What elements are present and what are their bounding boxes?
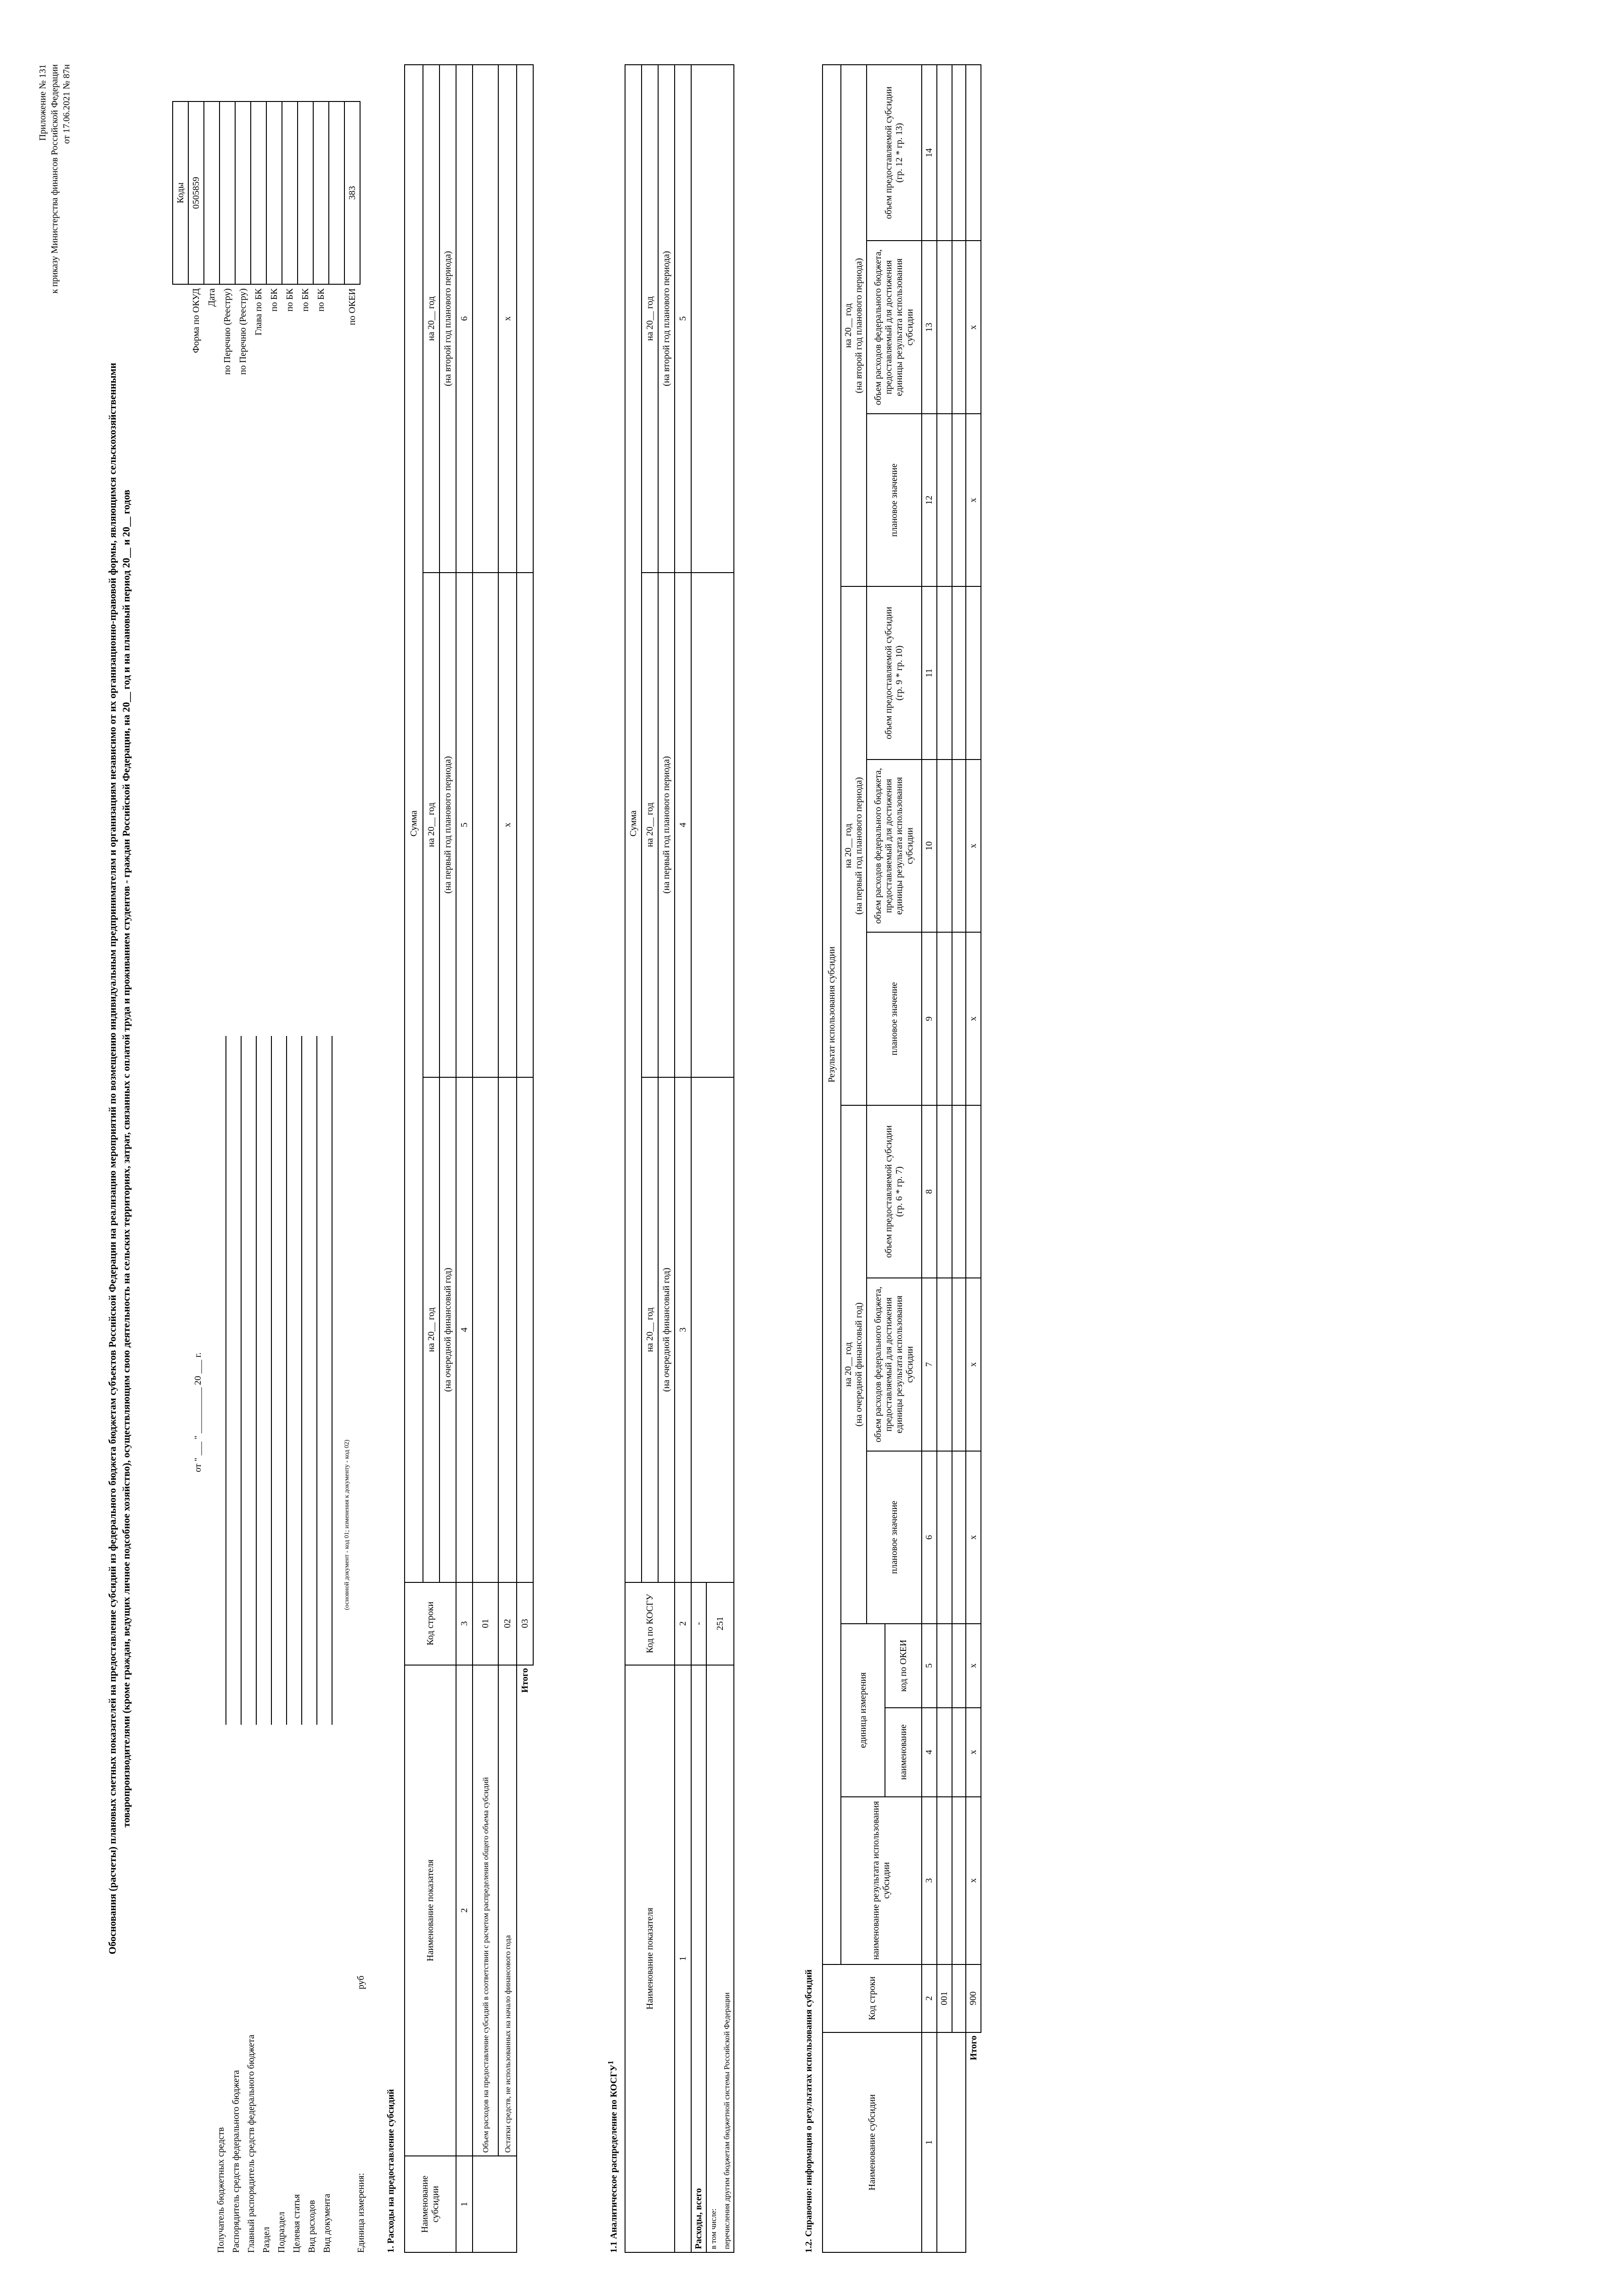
table-row <box>498 65 517 2252</box>
s12-cell[interactable] <box>952 1797 966 1964</box>
title-line: Обоснования (расчеты) плановых сметных показателей на предоставление субсидий из федерального бюджета бюджетам субъектов Российской Федерации на реализацию мероприятий по возмещению индивидуальным предпринимателям и организациям независимо от их организационно-правовой формы, являющимся сельскохозяйственными <box>107 363 118 1954</box>
s11-row-y2[interactable] <box>691 573 734 1078</box>
section12-title: 1.2. Справочно: информация о результатах использования субсидий <box>804 1970 814 2253</box>
s12-cell[interactable] <box>937 1708 952 1797</box>
s12-x-cell: x <box>966 1624 981 1708</box>
s11-row-name: в том числе: <box>706 1665 720 2252</box>
s12-h-cost: объем расходов федерального бюджета, предоставляемый для достижения единицы результата использования субсидии <box>867 1278 922 1451</box>
s11-row-name: Расходы, всего <box>691 1665 706 2252</box>
s11-row-name: перечисления другим бюджетам бюджетной системы Российской Федерации <box>720 1665 734 2252</box>
code-label: Дата <box>206 288 217 307</box>
unit-label: Единица измерения: <box>356 2173 366 2253</box>
s12-h-result: Результат использования субсидии <box>823 65 841 1964</box>
meta-field-line[interactable] <box>245 1036 257 1725</box>
s12-h-vol: объем предоставляемой субсидии (гр. 12 * гр. 13) <box>867 65 922 241</box>
code-value[interactable] <box>251 101 266 284</box>
code-value[interactable] <box>220 101 235 284</box>
unit-line <box>356 1975 366 2253</box>
s12-cell[interactable] <box>952 241 966 413</box>
s12-h-plan: плановое значение <box>867 1451 922 1624</box>
s12-total-label: Итого <box>968 2035 979 2060</box>
s12-cell[interactable] <box>952 1708 966 1797</box>
s11-h-y1b: (на очередной финансовый год) <box>658 1077 675 1582</box>
meta-field-line[interactable] <box>305 1036 317 1725</box>
meta-field-line[interactable] <box>290 1036 302 1725</box>
total-row <box>517 65 533 2252</box>
s11-h-y2: на 20__ год <box>642 573 658 1078</box>
s12-cell[interactable] <box>952 1624 966 1708</box>
date-line: от " ___ " __________ 20 ___ г. <box>193 1352 203 1472</box>
code-label <box>329 284 344 439</box>
table-row <box>952 65 966 2252</box>
s12-x-cell: x <box>966 1797 981 1964</box>
s12-x-cell: x <box>966 1451 981 1624</box>
s11-col-num: 5 <box>675 65 691 573</box>
s11-h-y2b: (на первый год планового периода) <box>658 573 675 1078</box>
s12-h-unit-okei: код по ОКЕИ <box>885 1624 922 1708</box>
s1-col-num: 1 <box>456 2156 473 2252</box>
s11-col-num: 1 <box>675 1665 691 2252</box>
s12-col-num: 10 <box>922 760 937 932</box>
code-label: по БК <box>300 288 310 312</box>
s1-total-y3[interactable] <box>517 65 533 573</box>
s11-h-sum: Сумма <box>625 65 642 1582</box>
s1-h-sum: Сумма <box>405 65 423 1582</box>
form-title <box>106 64 133 2253</box>
s1-h-y3b: (на второй год планового периода) <box>440 65 456 573</box>
s12-x-cell: x <box>966 414 981 586</box>
title-line: товаропроизводителями (кроме граждан, ведущих личное подсобное хозяйство), осуществляющим свою деятельность на сельских территориях, затрат, связанных с оплатой труда и проживанием студентов - граждан Российской Федерации, на 20__ год и на плановый период 20__ и 20__ годов <box>120 490 132 1828</box>
s12-h-unit-name: наименование <box>885 1708 922 1797</box>
doc-hint: (основной документ - код 01; изменения к документу - код 02) <box>344 1440 350 1610</box>
s12-col-num: 1 <box>922 2032 937 2252</box>
code-label: по БК <box>284 288 295 312</box>
section1-title: 1. Расходы на предоставление субсидий <box>386 2089 396 2253</box>
s11-h-indicator: Наименование показателя <box>625 1665 675 2252</box>
s12-col-num: 4 <box>922 1708 937 1797</box>
code-label: Форма по ОКУД <box>191 288 201 353</box>
s1-row-name: Остатки средств, не использованных на начало финансового года <box>498 1665 517 2156</box>
appendix-line: к приказу Министерства финансов Российской Федерации <box>50 64 60 294</box>
s12-h-vol: объем предоставляемой субсидии (гр. 9 * гр. 10) <box>867 586 922 759</box>
meta-label: Целевая статья <box>292 2194 302 2253</box>
s12-cell[interactable] <box>937 1624 952 1708</box>
code-label: по БК <box>269 288 279 312</box>
s1-row-y2: x <box>498 573 517 1078</box>
s1-row-y2[interactable] <box>473 573 498 1078</box>
s12-total-cell[interactable] <box>966 1105 981 1278</box>
s12-h-cost: объем расходов федерального бюджета, предоставляемый для достижения единицы результата использования субсидии <box>867 241 922 413</box>
code-value[interactable] <box>235 101 251 284</box>
s12-cell[interactable] <box>952 414 966 586</box>
s1-row-name: Объем расходов на предоставление субсидий в соответствии с расчетом распределения общего объема субсидий <box>473 1665 498 2156</box>
s12-col-num: 3 <box>922 1797 937 1964</box>
code-value: 0505859 <box>188 101 204 284</box>
meta-label: Главный распорядитель средств федерального бюджета <box>246 2035 256 2253</box>
s1-row-code: 01 <box>473 1582 498 1665</box>
s12-h-y1: на 20__ год (на очередной финансовый год) <box>841 1105 867 1624</box>
s12-x-cell: x <box>966 760 981 932</box>
s11-h-y1: на 20__ год <box>642 1077 658 1582</box>
codes-table <box>172 101 361 439</box>
s12-col-num: 2 <box>922 1964 937 2032</box>
s1-h-y1b: (на очередной финансовый год) <box>440 1077 456 1582</box>
s12-cell[interactable] <box>937 586 952 759</box>
form-meta <box>175 554 366 2253</box>
s1-col-num: 6 <box>456 65 473 573</box>
meta-label: Подраздел <box>276 2212 287 2253</box>
meta-label: Получатель бюджетных средств <box>216 2127 226 2253</box>
meta-field-line[interactable] <box>230 1036 242 1725</box>
s11-h-y3: на 20__ год <box>642 65 658 573</box>
table-row <box>937 65 952 2252</box>
meta-field-line[interactable] <box>214 1036 226 1725</box>
s12-col-num: 8 <box>922 1105 937 1278</box>
table-row <box>691 65 706 2252</box>
code-label: Глава по БК <box>253 288 264 336</box>
code-label: по Перечню (Реестру) <box>222 288 232 375</box>
meta-field-line[interactable] <box>260 1036 272 1725</box>
s12-h-y3: на 20__ год (на второй год планового периода) <box>841 65 867 586</box>
s12-cell[interactable] <box>937 241 952 413</box>
meta-label: Распорядитель средств федерального бюджета <box>231 2070 241 2253</box>
codes-header: Коды <box>173 101 188 284</box>
s11-row-code: - <box>691 1582 706 1665</box>
s1-col-num: 2 <box>456 1665 473 2156</box>
code-label: по БК <box>316 288 326 312</box>
appendix-line: от 17.06.2021 № 87н <box>62 64 72 144</box>
s12-cell[interactable] <box>952 1451 966 1624</box>
s12-cell[interactable] <box>937 65 952 241</box>
appendix-note <box>37 64 73 293</box>
s12-subsidy-name[interactable] <box>937 2032 966 2252</box>
s11-col-num: 4 <box>675 573 691 1078</box>
table-row <box>473 65 498 2252</box>
s1-col-num: 5 <box>456 573 473 1078</box>
s1-row-code: 02 <box>498 1582 517 1665</box>
s12-col-num: 11 <box>922 586 937 759</box>
unit-value: руб <box>356 1975 366 1990</box>
meta-field-line[interactable] <box>275 1036 287 1725</box>
section11-title: 1.1 Аналитическое распределение по КОСГУ$^1$ <box>606 2060 619 2253</box>
s1-h-y2: на 20__ год <box>423 573 440 1078</box>
s11-row-y1[interactable] <box>691 1077 734 1582</box>
s12-h-y2: на 20__ год (на первый год планового периода) <box>841 586 867 1105</box>
s12-col-num: 12 <box>922 414 937 586</box>
s1-h-name: Наименование субсидии <box>405 2156 456 2252</box>
s12-h-unit: единица измерения <box>841 1624 885 1796</box>
s12-x-cell: x <box>966 1708 981 1797</box>
s1-total-y2[interactable] <box>517 573 533 1078</box>
code-label: по ОКЕИ <box>347 288 357 326</box>
meta-label: Вид расходов <box>307 2200 317 2253</box>
code-value[interactable] <box>329 101 344 284</box>
code-value: 383 <box>344 101 360 284</box>
s12-h-plan: плановое значение <box>867 932 922 1105</box>
s11-h-kosgu: Код по КОСГУ <box>625 1582 675 1665</box>
s12-cell[interactable] <box>937 1278 952 1451</box>
s1-total-label: Итого <box>520 1668 530 1693</box>
s11-h-y3b: (на второй год планового периода) <box>658 65 675 573</box>
s1-subsidy-name[interactable] <box>473 2156 517 2252</box>
s12-cell[interactable] <box>937 1451 952 1624</box>
section12-table <box>822 64 981 2253</box>
s12-col-num: 13 <box>922 241 937 413</box>
s1-row-y1[interactable] <box>498 1077 517 1582</box>
s12-cell[interactable] <box>952 760 966 932</box>
s12-h-result-name: наименование результата использования субсидии <box>841 1797 922 1964</box>
s12-cell[interactable] <box>952 586 966 759</box>
s12-row-code: 001 <box>937 1964 952 2032</box>
s12-total-cell[interactable] <box>966 586 981 759</box>
s12-h-code: Код строки <box>823 1964 922 2032</box>
total-row <box>966 65 981 2252</box>
s12-h-cost: объем расходов федерального бюджета, предоставляемый для достижения единицы результата использования субсидии <box>867 760 922 932</box>
meta-field-line[interactable] <box>321 1036 332 1725</box>
s1-h-indicator: Наименование показателя <box>405 1665 456 2156</box>
s11-col-num: 3 <box>675 1077 691 1582</box>
s12-cell[interactable] <box>952 1278 966 1451</box>
s12-col-num: 9 <box>922 932 937 1105</box>
s12-x-cell: x <box>966 241 981 413</box>
s1-row-y3: x <box>498 65 517 573</box>
s12-total-code: 900 <box>966 1964 981 2032</box>
s1-total-y1[interactable] <box>517 1077 533 1582</box>
s12-cell[interactable] <box>937 1797 952 1964</box>
code-label: по Перечню (Реестру) <box>237 288 248 375</box>
s12-h-name: Наименование субсидии <box>823 2032 922 2252</box>
s12-x-cell: x <box>966 1278 981 1451</box>
code-value[interactable] <box>313 101 329 284</box>
s1-row-y1[interactable] <box>473 1077 498 1582</box>
s12-cell[interactable] <box>952 932 966 1105</box>
s1-col-num: 4 <box>456 1077 473 1582</box>
s12-col-num: 7 <box>922 1278 937 1451</box>
code-value[interactable] <box>282 101 298 284</box>
code-value[interactable] <box>266 101 282 284</box>
s12-col-num: 14 <box>922 65 937 241</box>
code-value[interactable] <box>298 101 313 284</box>
s11-row-code: 251 <box>706 1582 734 1665</box>
section1-table <box>404 64 534 2253</box>
meta-label: Вид документа <box>322 2194 332 2253</box>
s1-h-code: Код строки <box>405 1582 456 1665</box>
s12-cell[interactable] <box>952 1105 966 1278</box>
s12-h-vol: объем предоставляемой субсидии (гр. 6 * гр. 7) <box>867 1105 922 1278</box>
s12-cell[interactable] <box>937 932 952 1105</box>
s1-h-y2b: (на первый год планового периода) <box>440 573 456 1078</box>
s12-cell[interactable] <box>937 1105 952 1278</box>
meta-label: Раздел <box>261 2227 271 2253</box>
s11-row-y3[interactable] <box>691 65 734 573</box>
s12-cell[interactable] <box>952 65 966 241</box>
s1-total-code: 03 <box>517 1582 533 1665</box>
s1-h-y1: на 20__ год <box>423 1077 440 1582</box>
s1-col-num: 3 <box>456 1582 473 1665</box>
s1-h-y3: на 20__ год <box>423 65 440 573</box>
s11-col-num: 2 <box>675 1582 691 1665</box>
s12-col-num: 5 <box>922 1624 937 1708</box>
s12-col-num: 6 <box>922 1451 937 1624</box>
s12-row-code <box>952 1964 966 2032</box>
appendix-line: Приложение № 131 <box>38 64 48 141</box>
s1-row-y3[interactable] <box>473 65 498 573</box>
s12-x-cell: x <box>966 932 981 1105</box>
section11-table <box>625 64 734 2253</box>
s12-cell[interactable] <box>937 414 952 586</box>
s12-total-cell[interactable] <box>966 65 981 241</box>
s12-h-plan: плановое значение <box>867 414 922 586</box>
s12-cell[interactable] <box>937 760 952 932</box>
code-value[interactable] <box>204 101 220 284</box>
